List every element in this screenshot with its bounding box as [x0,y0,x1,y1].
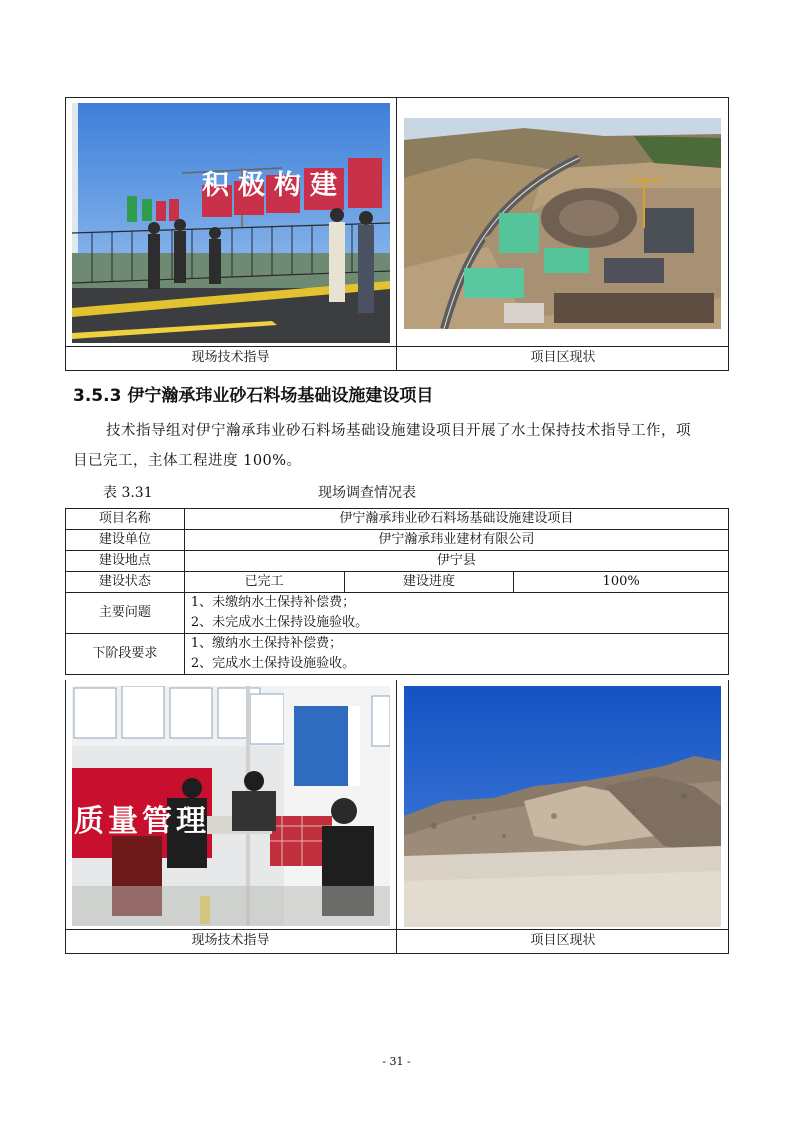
problems-label: 主要问题 [66,593,185,634]
requirement-item: 1、缴纳水土保持补偿费； [190,636,343,651]
top-photo-divider [396,97,397,371]
table-number: 表 3.31 [103,485,153,501]
project-area-photo-bottom [404,686,721,927]
problem-item: 1、未缴纳水土保持补偿费； [190,595,356,610]
bottom-right-caption: 项目区现状 [530,933,596,948]
table-row [66,551,729,572]
problem-item: 2、未完成水土保持设施验收。 [190,615,369,630]
progress-label: 建设进度 [344,572,514,593]
project-name-label: 项目名称 [66,509,185,530]
unit-label: 建设单位 [66,530,185,551]
table-title: 现场调查情况表 [318,485,416,501]
site-guidance-photo-top [72,103,390,343]
top-right-caption: 项目区现状 [530,350,596,365]
site-guidance-photo-bottom [72,686,390,926]
bottom-photo-divider [396,680,397,954]
requirement-item: 2、完成水土保持设施验收。 [190,656,356,671]
banner-text-bottom: 质量管理 [74,804,210,839]
section-paragraph-line1: 技术指导组对伊宁瀚承玮业砂石料场基础设施建设项目开展了水土保持技术指导工作，项 [106,423,691,439]
table-row [66,593,729,634]
table-row [66,572,729,593]
section-paragraph-line2: 目已完工，主体工程进度 100%。 [73,453,302,469]
bottom-left-caption: 现场技术指导 [191,933,270,948]
project-area-photo-top [404,118,721,329]
section-heading: 3.5.3 伊宁瀚承玮业砂石料场基础设施建设项目 [73,386,434,406]
table-row [66,509,729,530]
top-left-caption: 现场技术指导 [191,350,270,365]
banner-text-top: 积极构建 [202,170,346,201]
location-label: 建设地点 [66,551,185,572]
status-value: 已完工 [184,572,344,593]
project-name-value: 伊宁瀚承玮业砂石料场基础设施建设项目 [184,509,728,530]
unit-value: 伊宁瀚承玮业建材有限公司 [184,530,728,551]
requirements-cell [184,634,728,675]
table-row [66,530,729,551]
requirements-label: 下阶段要求 [66,634,185,675]
page-number: - 31 - [382,1055,411,1068]
progress-value: 100% [514,572,729,593]
problems-cell [184,593,728,634]
status-label: 建设状态 [66,572,185,593]
table-row [66,634,729,675]
location-value: 伊宁县 [184,551,728,572]
site-survey-table [65,508,729,675]
